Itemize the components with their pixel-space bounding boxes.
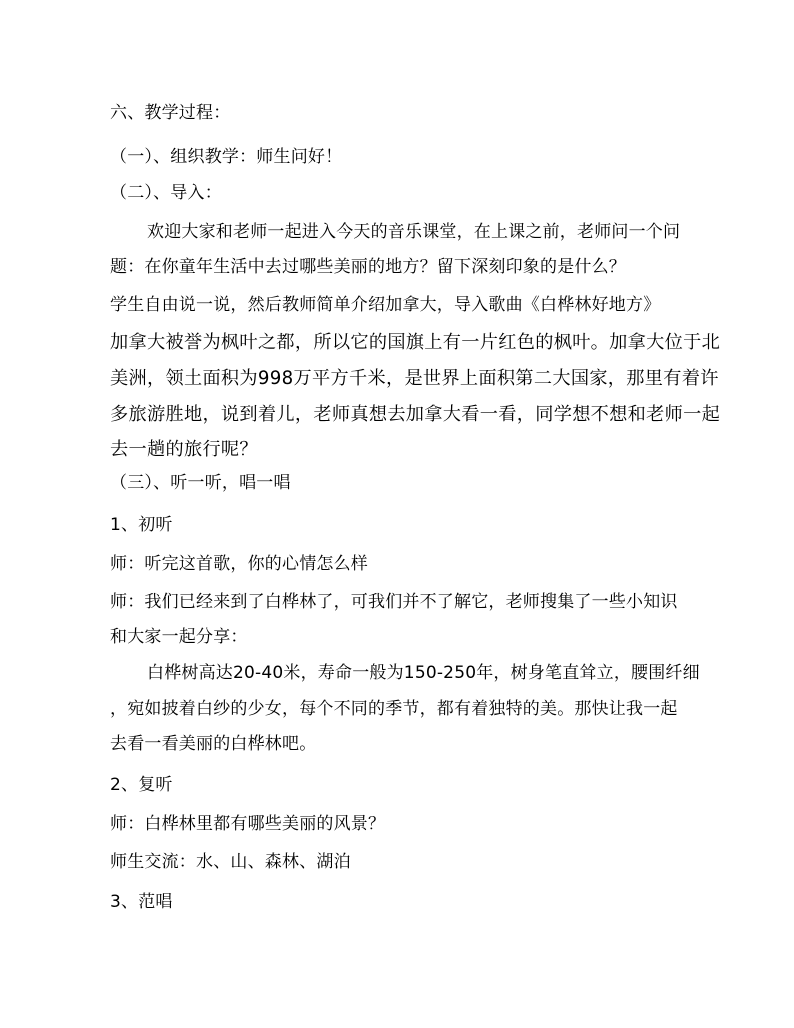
intro-paragraph-line-1: 欢迎大家和老师一起进入今天的音乐课堂，在上课之前，老师问一个问 (147, 222, 681, 242)
subheading-introduction: （二）、导入： (110, 183, 222, 203)
teacher-question-feeling: 师：听完这首歌，你的心情怎么样 (110, 554, 368, 574)
birch-knowledge-line-1: 白桦树高达20-40米，寿命一般为150-250年，树身笔直耸立，腰围纤细 (147, 663, 700, 683)
teacher-student-exchange: 师生交流：水、山、森林、湖泊 (110, 852, 351, 872)
student-discussion-line: 学生自由说一说，然后教师简单介绍加拿大，导入歌曲《白桦林好地方》 (110, 295, 661, 315)
intro-paragraph-line-2: 题：在你童年生活中去过哪些美丽的地方？留下深刻印象的是什么？ (110, 257, 626, 277)
step-demonstration-singing: 3、范唱 (110, 892, 173, 912)
birch-knowledge-line-3: 去看一看美丽的白桦林吧。 (110, 734, 317, 754)
step-repeat-listen: 2、复听 (110, 775, 173, 795)
teacher-question-scenery: 师：白桦林里都有哪些美丽的风景？ (110, 814, 386, 834)
teacher-birch-forest-line-2: 和大家一起分享： (110, 627, 248, 647)
canada-paragraph-line-2: 美洲，领土面积为998万平方千米，是世界上面积第二大国家，那里有着许 (110, 368, 719, 389)
canada-paragraph-line-4: 去一趟的旅行呢？ (110, 439, 258, 460)
section-heading-teaching-process: 六、教学过程： (110, 103, 231, 123)
subheading-organize-teaching: （一）、组织教学：师生问好！ (110, 147, 343, 167)
teacher-birch-forest-line-1: 师：我们已经来到了白桦林了，可我们并不了解它，老师搜集了一些小知识 (110, 592, 678, 612)
step-first-listen: 1、初听 (110, 515, 173, 535)
canada-paragraph-line-1: 加拿大被誉为枫叶之都，所以它的国旗上有一片红色的枫叶。加拿大位于北 (110, 332, 721, 353)
subheading-listen-sing: （三）、听一听，唱一唱 (110, 473, 291, 493)
canada-paragraph-line-3: 多旅游胜地，说到着儿，老师真想去加拿大看一看，同学想不想和老师一起 (110, 404, 721, 425)
birch-knowledge-line-2: ，宛如披着白纱的少女，每个不同的季节，都有着独特的美。那快让我一起 (110, 699, 678, 719)
